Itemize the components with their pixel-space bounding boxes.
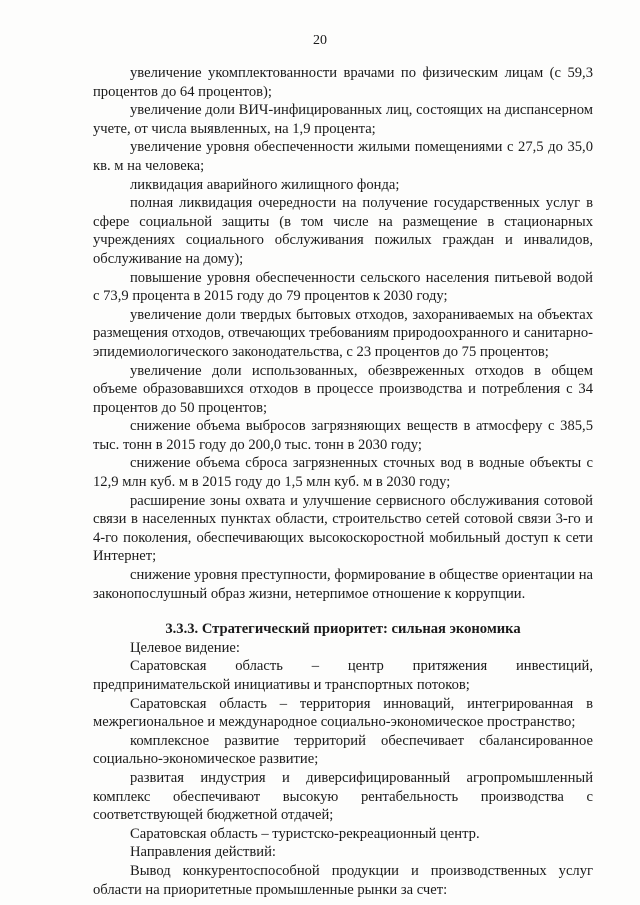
document-body	[93, 64, 593, 899]
paragraph: расширение зоны охвата и улучшение сервисного обслуживания сотовой связи в населенных пунктах области, строительство сетей сотовой связи 3-го и 4-го поколения, обеспечивающих высокоскоростной мобильный доступ к сети Интернет;	[93, 492, 593, 565]
paragraph: Саратовская область – туристско-рекреационный центр.	[130, 825, 480, 842]
paragraph: увеличение доли использованных, обезвреженных отходов в общем объеме образовавшихся отходов в процессе производства и потребления с 34 процентов до 50 процентов;	[93, 362, 593, 416]
paragraph: полная ликвидация очередности на получение государственных услуг в сфере социальной защиты (в том числе на размещение в стационарных учреждениях социального обслуживания пожилых граждан и инвалидов, обслуживание на дому);	[93, 195, 593, 267]
paragraph: Саратовская область – территория инноваций, интегрированная в межрегиональное и международное социально-экономическое пространство;	[93, 695, 593, 731]
paragraph: развитая индустрия и диверсифицированный агропромышленный комплекс обеспечивают высокую рентабельность производства с соответствующей бюджетной отдачей;	[93, 769, 593, 824]
paragraph: увеличение доли твердых бытовых отходов, захораниваемых на объектах размещения отходов, отвечающих требованиям природоохранного и санитарно-эпидемиологического законодательства, с 23 процентов до 75 процентов;	[93, 306, 593, 360]
paragraph: снижение объема сброса загрязненных сточных вод в водные объекты с 12,9 млн куб. м в 2015 году до 1,5 млн куб. м в 2030 году;	[93, 455, 593, 491]
paragraph: Целевое видение:	[130, 639, 240, 656]
paragraph: снижение объема выбросов загрязняющих веществ в атмосферу с 385,5 тыс. тонн в 2015 году до 200,0 тыс. тонн в 2030 году;	[93, 418, 593, 453]
paragraph: увеличение укомплектованности врачами по физическим лицам (с 59,3 процентов до 64 процентов);	[93, 65, 593, 100]
paragraph: ликвидация аварийного жилищного фонда;	[130, 176, 400, 193]
paragraph: Направления действий:	[130, 844, 276, 861]
paragraph: увеличение доли ВИЧ-инфицированных лиц, состоящих на диспансерном учете, от числа выявленных, на 1,9 процента;	[93, 102, 593, 137]
section-heading: 3.3.3. Стратегический приоритет: сильная экономика	[165, 621, 521, 638]
paragraph: Вывод конкурентоспособной продукции и производственных услуг области на приоритетные промышленные рынки за счет:	[93, 862, 593, 898]
paragraph: комплексное развитие территорий обеспечивает сбалансированное социально-экономическое развитие;	[93, 732, 593, 768]
paragraph: Саратовская область – центр притяжения инвестиций, предпринимательской инициативы и транспортных потоков;	[93, 658, 593, 693]
paragraph: снижение уровня преступности, формирование в обществе ориентации на законопослушный образ жизни, нетерпимое отношение к коррупции.	[93, 567, 593, 602]
page-number: 20	[313, 33, 327, 48]
paragraph: повышение уровня обеспеченности сельского населения питьевой водой с 73,9 процента в 2015 году до 79 процентов к 2030 году;	[93, 269, 593, 305]
paragraph: увеличение уровня обеспеченности жилыми помещениями с 27,5 до 35,0 кв. м на человека;	[93, 139, 593, 174]
